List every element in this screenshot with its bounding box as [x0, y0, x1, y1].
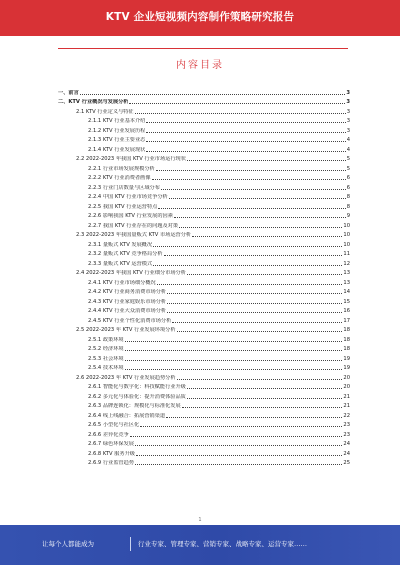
- toc-entry-title: 2.6.8 KTV 服务升级: [88, 450, 135, 457]
- toc-entry-page: 4: [346, 146, 350, 153]
- toc-entry-page: 3: [346, 89, 350, 96]
- toc-entry-page: 3: [346, 118, 350, 124]
- toc-entry-page: 15: [343, 298, 350, 305]
- toc-leader-dots: [167, 303, 342, 304]
- toc-leader-dots: [152, 179, 346, 180]
- toc-leader-dots: [167, 293, 342, 294]
- toc-entry-title: 2.5.4 技术环境: [88, 365, 124, 371]
- toc-entry-title: 2.4.4 KTV 行业大众消费市场分析: [88, 308, 167, 314]
- toc-leader-dots: [166, 417, 342, 418]
- toc-leader-dots: [146, 141, 345, 142]
- toc-leader-dots: [135, 464, 342, 465]
- toc-entry-title: 2.6 2022-2023 年 KTV 行业发展趋势分析: [76, 374, 176, 381]
- toc-entry[interactable]: [58, 305, 350, 315]
- toc-entry-title: 2.5.1 政策环境: [88, 336, 124, 343]
- toc-entry-page: 23: [343, 431, 350, 438]
- toc-leader-dots: [140, 426, 342, 427]
- toc-leader-dots: [158, 208, 345, 209]
- toc-entry-page: 22: [343, 412, 350, 419]
- toc-entry-title: 2.5 2022-2023 年 KTV 行业发展环境分析: [76, 327, 176, 333]
- toc-leader-dots: [172, 322, 342, 323]
- toc-entry[interactable]: [58, 143, 350, 153]
- toc-leader-dots: [146, 151, 345, 152]
- toc-entry-page: 21: [343, 393, 350, 400]
- toc-entry-title: 2.3 2022-2023 年我国量贩式 KTV 市场运营分析: [76, 232, 192, 238]
- table-of-contents: [58, 86, 350, 466]
- toc-entry[interactable]: [58, 381, 350, 391]
- toc-entry-title: 2.4.5 KTV 行业个性化消费市场分析: [88, 317, 172, 324]
- toc-leader-dots: [125, 341, 343, 342]
- toc-entry-title: 2.6.2 多元化与体验化：提升消费体验品质: [88, 393, 186, 400]
- toc-leader-dots: [136, 455, 342, 456]
- toc-leader-dots: [146, 122, 345, 123]
- toc-entry-title: 2.4 2022-2023 年我国 KTV 行业细分市场分析: [76, 270, 186, 276]
- toc-entry-title: 2.2.3 行业门店数量与区域分布: [88, 184, 160, 191]
- footer-divider: [130, 537, 131, 551]
- toc-leader-dots: [182, 407, 343, 408]
- toc-entry-title: 2.6.4 线上线融合：拓展营销渠道: [88, 412, 166, 419]
- toc-entry-page: 19: [343, 365, 350, 371]
- toc-entry[interactable]: [58, 115, 350, 125]
- toc-entry-title: 一、前言: [58, 89, 79, 96]
- toc-entry[interactable]: [58, 343, 350, 353]
- toc-leader-dots: [125, 360, 343, 361]
- toc-entry[interactable]: [58, 219, 350, 229]
- toc-leader-dots: [174, 217, 346, 218]
- toc-entry[interactable]: [58, 248, 350, 258]
- toc-entry-page: 23: [343, 422, 350, 428]
- toc-entry[interactable]: [58, 96, 350, 106]
- toc-entry-page: 18: [343, 327, 350, 333]
- toc-leader-dots: [177, 379, 343, 380]
- toc-entry-title: 2.2.7 我国 KTV 行业存在的问题及对策: [88, 222, 179, 229]
- toc-entry[interactable]: [58, 172, 350, 182]
- toc-leader-dots: [161, 189, 346, 190]
- toc-entry-page: 12: [343, 260, 350, 267]
- toc-entry[interactable]: [58, 428, 350, 438]
- toc-entry-title: 2.2.2 KTV 行业消费者画像: [88, 175, 151, 181]
- toc-entry-title: 2.5.2 经济环境: [88, 346, 124, 352]
- toc-entry-page: 9: [346, 213, 350, 219]
- footer-banner: [0, 525, 400, 565]
- toc-entry[interactable]: [58, 447, 350, 457]
- toc-entry-page: 20: [343, 384, 350, 390]
- title-divider: [58, 48, 348, 49]
- toc-leader-dots: [153, 246, 342, 247]
- toc-entry[interactable]: [58, 314, 350, 324]
- toc-entry-page: 4: [346, 137, 350, 143]
- toc-leader-dots: [169, 198, 346, 199]
- toc-leader-dots: [177, 331, 343, 332]
- toc-entry[interactable]: [58, 295, 350, 305]
- toc-entry-title: 2.4.3 KTV 行业家庭娱乐市场分析: [88, 298, 167, 305]
- toc-leader-dots: [125, 369, 343, 370]
- toc-entry-page: 6: [346, 175, 350, 181]
- toc-entry-title: 2.2.6 影响我国 KTV 行业发展的因素: [88, 213, 173, 219]
- toc-entry-title: 2.6.6 差异化竞争: [88, 431, 129, 438]
- toc-entry-page: 25: [343, 460, 350, 466]
- toc-entry-title: 2.1.3 KTV 行业主要业态: [88, 137, 146, 143]
- toc-entry[interactable]: [58, 267, 350, 277]
- footer-slogan: 让每个人都能成为: [42, 540, 94, 548]
- toc-entry[interactable]: [58, 362, 350, 372]
- toc-leader-dots: [130, 436, 343, 437]
- toc-leader-dots: [125, 350, 343, 351]
- toc-entry-page: 5: [346, 165, 350, 172]
- toc-entry[interactable]: [58, 457, 350, 467]
- toc-entry-title: 2.6.1 智能化与数字化：科技赋能行业升级: [88, 384, 186, 390]
- toc-entry[interactable]: [58, 419, 350, 429]
- toc-entry-title: 2.1.1 KTV 行业基本介绍: [88, 118, 146, 124]
- toc-entry-page: 16: [343, 308, 350, 314]
- report-header: [0, 0, 400, 36]
- toc-entry-title: 2.2.5 我国 KTV 行业运营特点: [88, 203, 158, 210]
- toc-entry-page: 10: [343, 232, 350, 238]
- toc-entry-page: 11: [343, 251, 350, 257]
- toc-leader-dots: [135, 113, 346, 114]
- toc-leader-dots: [192, 236, 342, 237]
- toc-entry[interactable]: [58, 153, 350, 163]
- toc-entry[interactable]: [58, 238, 350, 248]
- toc-entry-page: 13: [343, 279, 350, 286]
- toc-leader-dots: [187, 388, 343, 389]
- toc-entry-page: 19: [343, 355, 350, 362]
- toc-entry[interactable]: [58, 438, 350, 448]
- toc-leader-dots: [135, 445, 342, 446]
- toc-entry-title: 2.6.9 行业监管趋势: [88, 460, 134, 466]
- toc-entry-title: 2.1 KTV 行业定义与特征: [76, 108, 134, 115]
- toc-heading: 内容目录: [176, 60, 224, 71]
- toc-entry-title: 2.3.2 量贩式 KTV 竞争格局分析: [88, 251, 163, 257]
- toc-entry-title: 2.2.4 中国 KTV 行业市场竞争分析: [88, 194, 168, 200]
- toc-entry-title: 2.2 2022-2023 年我国 KTV 行业市场运行现状: [76, 156, 186, 162]
- toc-entry[interactable]: [58, 86, 350, 96]
- toc-entry[interactable]: [58, 134, 350, 144]
- toc-entry-page: 5: [346, 156, 350, 162]
- toc-entry-page: 18: [343, 346, 350, 352]
- toc-entry[interactable]: [58, 324, 350, 334]
- toc-entry-page: 3: [346, 127, 350, 134]
- toc-entry[interactable]: [58, 105, 350, 115]
- toc-entry-page: 18: [343, 336, 350, 343]
- toc-leader-dots: [187, 274, 342, 275]
- toc-leader-dots: [187, 398, 343, 399]
- toc-entry[interactable]: [58, 286, 350, 296]
- toc-entry-page: 3: [346, 108, 350, 115]
- toc-leader-dots: [80, 94, 346, 95]
- toc-leader-dots: [129, 103, 345, 104]
- toc-entry-title: 2.1.4 KTV 行业发展现状: [88, 146, 146, 153]
- page-number: 1: [198, 517, 202, 523]
- toc-entry-page: 6: [346, 184, 350, 191]
- toc-entry[interactable]: [58, 200, 350, 210]
- toc-entry-title: 2.3.1 量贩式 KTV 发展概况: [88, 241, 153, 248]
- toc-entry[interactable]: [58, 409, 350, 419]
- toc-entry-page: 21: [343, 403, 350, 409]
- toc-entry[interactable]: [58, 352, 350, 362]
- toc-entry[interactable]: [58, 191, 350, 201]
- toc-entry-title: 2.5.3 社会环境: [88, 355, 124, 362]
- toc-entry[interactable]: [58, 257, 350, 267]
- toc-entry[interactable]: [58, 162, 350, 172]
- toc-entry[interactable]: [58, 371, 350, 381]
- toc-entry-title: 二、KTV 行业概况与发展分析: [58, 99, 129, 105]
- toc-entry-title: 2.6.3 品牌连锁化：规模化与标准化发展: [88, 403, 181, 409]
- toc-entry-page: 24: [343, 450, 350, 457]
- toc-entry-title: 2.6.7 绿色环保发展: [88, 441, 134, 447]
- toc-entry-title: 2.1.2 KTV 行业发展历程: [88, 127, 146, 134]
- toc-entry[interactable]: [58, 276, 350, 286]
- toc-leader-dots: [156, 170, 346, 171]
- toc-entry-page: 14: [343, 289, 350, 295]
- toc-leader-dots: [164, 255, 343, 256]
- toc-entry[interactable]: [58, 390, 350, 400]
- toc-leader-dots: [187, 160, 346, 161]
- toc-entry-title: 2.3.3 量贩式 KTV 运营模式: [88, 260, 153, 267]
- toc-entry-title: 2.2.1 行业市场发展规模分析: [88, 165, 155, 172]
- toc-entry[interactable]: [58, 333, 350, 343]
- toc-entry-title: 2.4.1 KTV 行业市场细分概况: [88, 279, 156, 286]
- toc-entry[interactable]: [58, 229, 350, 239]
- toc-entry-page: 10: [343, 222, 350, 229]
- toc-entry-page: 3: [346, 99, 350, 105]
- toc-entry-page: 13: [343, 270, 350, 276]
- toc-leader-dots: [179, 227, 342, 228]
- toc-entry-title: 2.4.2 KTV 行业商务消费市场分析: [88, 289, 167, 295]
- toc-entry-page: 10: [343, 241, 350, 248]
- toc-leader-dots: [146, 132, 345, 133]
- toc-entry[interactable]: [58, 124, 350, 134]
- toc-leader-dots: [167, 312, 342, 313]
- report-title: KTV 企业短视频内容制作策略研究报告: [105, 11, 295, 23]
- toc-entry-page: 8: [346, 194, 350, 200]
- toc-leader-dots: [153, 265, 342, 266]
- toc-entry[interactable]: [58, 400, 350, 410]
- toc-entry-page: 20: [343, 374, 350, 381]
- toc-entry[interactable]: [58, 181, 350, 191]
- toc-entry-page: 24: [343, 441, 350, 447]
- toc-entry-title: 2.6.5 小型化与社区化: [88, 422, 140, 428]
- footer-expert-list: 行业专家、管理专家、营销专家、战略专家、运营专家……: [138, 540, 307, 548]
- toc-entry[interactable]: [58, 210, 350, 220]
- toc-entry-page: 17: [343, 317, 350, 324]
- toc-leader-dots: [157, 284, 343, 285]
- toc-entry-page: 8: [346, 203, 350, 210]
